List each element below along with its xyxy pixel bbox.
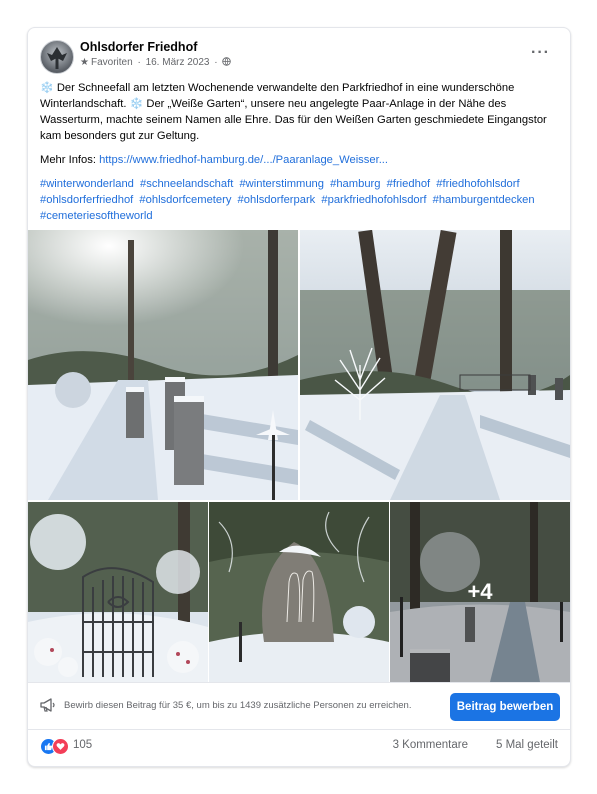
page-avatar[interactable] — [40, 40, 74, 74]
snowflake-icon: ❄️ — [129, 98, 144, 110]
more-photos-overlay[interactable]: +4 — [390, 502, 570, 682]
paragraph-part-1: Der Schneefall am letzten Wochenende verwandelte den Parkfriedhof in eine wunderschöne Winterlandschaft. — [40, 82, 515, 110]
hashtags — [40, 176, 556, 224]
share-count[interactable]: 5 Mal geteilt — [495, 739, 558, 751]
paragraph-part-2: Der „Weiße Garten“, unsere neu angelegte Paar-Anlage in der Nähe des Wasserturm, machte seinem Namen alle Ehre. Das für den Weißen Garten geschmiedete Eingangstor kam besonders gut zur Geltung. — [40, 98, 547, 142]
snowflake-icon: ❄️ — [40, 82, 54, 94]
photo-snow-garden-1[interactable] — [28, 230, 298, 500]
star-icon: ★ — [80, 57, 89, 68]
hashtag[interactable]: #friedhof — [386, 178, 431, 190]
globe-icon — [222, 57, 231, 68]
hashtag[interactable]: #winterwonderland — [40, 178, 134, 190]
more-info-link[interactable]: https://www.friedhof-hamburg.de/.../Paaranlage_Weisser... — [99, 154, 389, 166]
hashtag[interactable]: #cemeteriesoftheworld — [40, 210, 153, 222]
more-info-label: Mehr Infos: — [40, 154, 100, 166]
separator-dot: · — [214, 57, 218, 68]
love-reaction-icon — [52, 738, 69, 755]
post-footer — [40, 736, 558, 756]
post-header — [40, 40, 558, 74]
post-paragraph — [40, 80, 556, 144]
hashtag[interactable]: #hamburg — [330, 178, 381, 190]
photo-grid — [28, 230, 570, 682]
post-card — [27, 27, 571, 767]
more-info-line — [40, 152, 556, 168]
hashtag[interactable]: #ohlsdorfcemetery — [139, 194, 232, 206]
promote-bar — [28, 682, 570, 730]
reaction-count[interactable]: 105 — [73, 739, 93, 751]
favorites-label[interactable]: Favoriten — [90, 57, 133, 68]
comment-count[interactable]: 3 Kommentare — [392, 739, 468, 751]
hashtag[interactable]: #schneelandschaft — [140, 178, 234, 190]
hashtag[interactable]: #ohlsdorferpark — [237, 194, 316, 206]
hashtag[interactable]: #winterstimmung — [239, 178, 324, 190]
post-meta — [80, 57, 231, 68]
post-date[interactable]: 16. März 2023 — [145, 57, 210, 68]
promote-post-button[interactable]: Beitrag bewerben — [450, 693, 560, 721]
photo-snowy-path[interactable] — [390, 502, 570, 682]
separator-dot: · — [137, 57, 141, 68]
megaphone-icon — [40, 698, 56, 717]
promote-text: Bewirb diesen Beitrag für 35 €, um bis zu 1439 zusätzliche Personen zu erreichen. — [64, 700, 412, 711]
reaction-icons[interactable] — [40, 738, 70, 754]
hashtag[interactable]: #ohlsdorferfriedhof — [40, 194, 134, 206]
page-name[interactable]: Ohlsdorfer Friedhof — [80, 40, 198, 54]
hashtag[interactable]: #friedhofohlsdorf — [436, 178, 520, 190]
photo-carved-stone[interactable] — [209, 502, 389, 682]
hashtag[interactable]: #parkfriedhofohlsdorf — [321, 194, 427, 206]
hashtag[interactable]: #hamburgentdecken — [432, 194, 535, 206]
photo-iron-gate[interactable] — [28, 502, 208, 682]
post-text — [40, 80, 556, 232]
more-options-icon[interactable]: ··· — [531, 44, 550, 61]
photo-snow-garden-2[interactable] — [300, 230, 570, 500]
